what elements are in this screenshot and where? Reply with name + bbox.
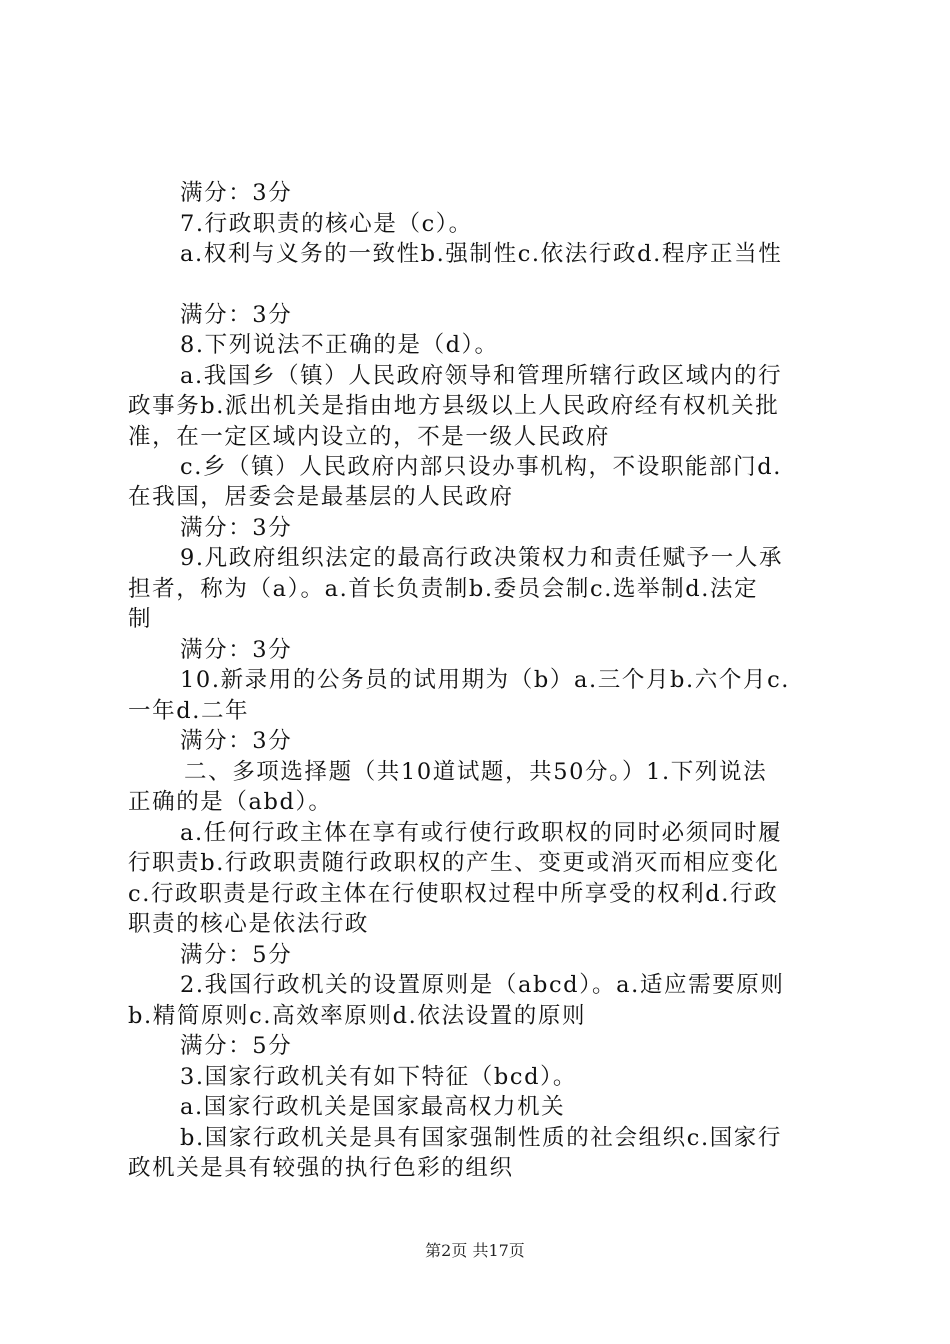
multi-question-3-options: 政机关是具有较强的执行色彩的组织 <box>128 1155 514 1181</box>
question-8-options: 准，在一定区域内设立的，不是一级人民政府 <box>128 424 611 450</box>
score-line: 满分：3分 <box>180 637 293 663</box>
question-8-options: 在我国，居委会是最基层的人民政府 <box>128 484 514 510</box>
question-7: 7.行政职责的核心是（c）。 <box>180 211 473 237</box>
question-8-options: a.我国乡（镇）人民政府领导和管理所辖行政区域内的行 <box>180 363 783 389</box>
multi-question-1-options: 职责的核心是依法行政 <box>128 911 370 937</box>
section-heading: 二、多项选择题（共10道试题，共50分。）1.下列说法 <box>184 759 768 785</box>
multi-question-1-options: c.行政职责是行政主体在行使职权过程中所享受的权利d.行政 <box>128 881 779 907</box>
question-8-options: 政事务b.派出机关是指由地方县级以上人民政府经有权机关批 <box>128 393 780 419</box>
question-9: 制 <box>128 606 153 632</box>
question-9: 9.凡政府组织法定的最高行政决策权力和责任赋予一人承 <box>180 545 784 571</box>
question-7-options: a.权利与义务的一致性b.强制性c.依法行政d.程序正当性 <box>180 241 783 267</box>
multi-question-3: 3.国家行政机关有如下特征（bcd）。 <box>180 1064 578 1090</box>
score-line: 满分：3分 <box>180 302 293 328</box>
multi-question-1-options: a.任何行政主体在享有或行使行政职权的同时必须同时履 <box>180 820 783 846</box>
question-9: 担者，称为（a）。a.首长负责制b.委员会制c.选举制d.法定 <box>128 576 759 602</box>
multi-question-2: b.精简原则c.高效率原则d.依法设置的原则 <box>128 1003 587 1029</box>
score-line: 满分：3分 <box>180 728 293 754</box>
multi-question-3-options: a.国家行政机关是国家最高权力机关 <box>180 1094 566 1120</box>
question-8: 8.下列说法不正确的是（d）。 <box>180 332 499 358</box>
question-10: 10.新录用的公务员的试用期为（b）a.三个月b.六个月c. <box>180 667 791 693</box>
question-8-options: c.乡（镇）人民政府内部只设办事机构，不设职能部门d. <box>180 454 783 480</box>
score-line: 满分：5分 <box>180 942 293 968</box>
question-10: 一年d.二年 <box>128 698 250 724</box>
score-line: 满分：5分 <box>180 1033 293 1059</box>
score-line: 满分：3分 <box>180 515 293 541</box>
multi-question-1: 正确的是（abd）。 <box>128 789 333 815</box>
multi-question-3-options: b.国家行政机关是具有国家强制性质的社会组织c.国家行 <box>180 1125 783 1151</box>
multi-question-2: 2.我国行政机关的设置原则是（abcd）。a.适应需要原则 <box>180 972 785 998</box>
multi-question-1-options: 行职责b.行政职责随行政职权的产生、变更或消灭而相应变化 <box>128 850 780 876</box>
score-line: 满分：3分 <box>180 180 293 206</box>
page-footer: 第2页 共17页 <box>425 1241 525 1260</box>
